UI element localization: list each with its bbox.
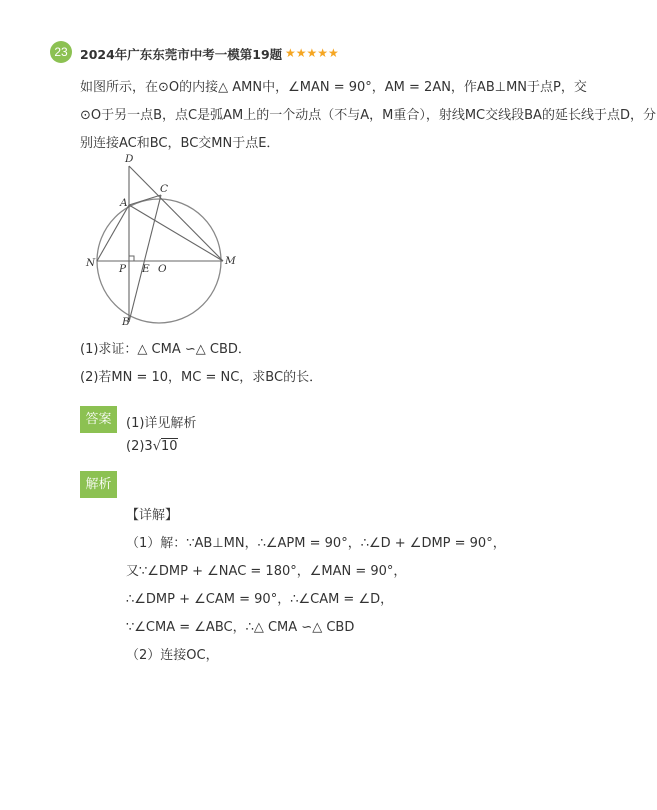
stem-line-1: 如图所示，在⊙O的内接△ AMN中，∠MAN = 90°，AM = 2AN，作AB⊥MN于点P，交 <box>80 80 587 95</box>
analysis-line-3: ∴∠DMP + ∠CAM = 90°，∴∠CAM = ∠D， <box>126 592 394 607</box>
label-c: C <box>160 183 169 195</box>
geometry-figure <box>84 150 244 330</box>
label-o: O <box>158 263 167 275</box>
part-2: (2)若MN = 10，MC = NC，求BC的长． <box>80 370 323 385</box>
answer-line-1: (1)详见解析 <box>126 416 197 431</box>
label-m: M <box>225 255 236 267</box>
label-p: P <box>119 263 127 275</box>
analysis-line-4: ∵∠CMA = ∠ABC，∴△ CMA ∽△ CBD <box>126 620 355 635</box>
right-angle-mark <box>129 256 134 261</box>
label-b: B <box>122 316 130 328</box>
analysis-line-1: （1）解：∵AB⊥MN，∴∠APM = 90°，∴∠D + ∠DMP = 90°， <box>126 536 506 551</box>
question-title: 2024年广东东莞市中考一模第19题 <box>80 47 283 62</box>
answer-radicand: 10 <box>160 439 178 454</box>
analysis-heading: 【详解】 <box>126 508 179 523</box>
label-n: N <box>86 257 96 269</box>
difficulty-stars: ★★★★★ <box>285 46 339 60</box>
stem-line-2: ⊙O于另一点B，点C是弧AM上的一个动点（不与A，M重合），射线MC交线段BA的延长线于点D，分 <box>80 108 656 123</box>
label-d: D <box>125 153 134 165</box>
segment-an <box>97 205 129 261</box>
sqrt-sign: √ <box>152 439 161 454</box>
segment-ac <box>129 195 161 205</box>
analysis-line-5: （2）连接OC， <box>126 648 219 663</box>
label-e: E <box>142 263 150 275</box>
answer-line-2-prefix: (2)3 <box>126 439 153 454</box>
answer-line-2 <box>126 439 178 454</box>
part-1: (1)求证：△ CMA ∽△ CBD． <box>80 342 251 357</box>
question-number-badge: 23 <box>50 41 72 63</box>
label-a: A <box>120 197 128 209</box>
analysis-line-2: 又∵∠DMP + ∠NAC = 180°，∠MAN = 90°， <box>126 564 407 579</box>
analysis-badge: 解析 <box>80 471 117 498</box>
stem-line-3: 别连接AC和BC，BC交MN于点E． <box>80 136 280 151</box>
answer-badge: 答案 <box>80 406 117 433</box>
